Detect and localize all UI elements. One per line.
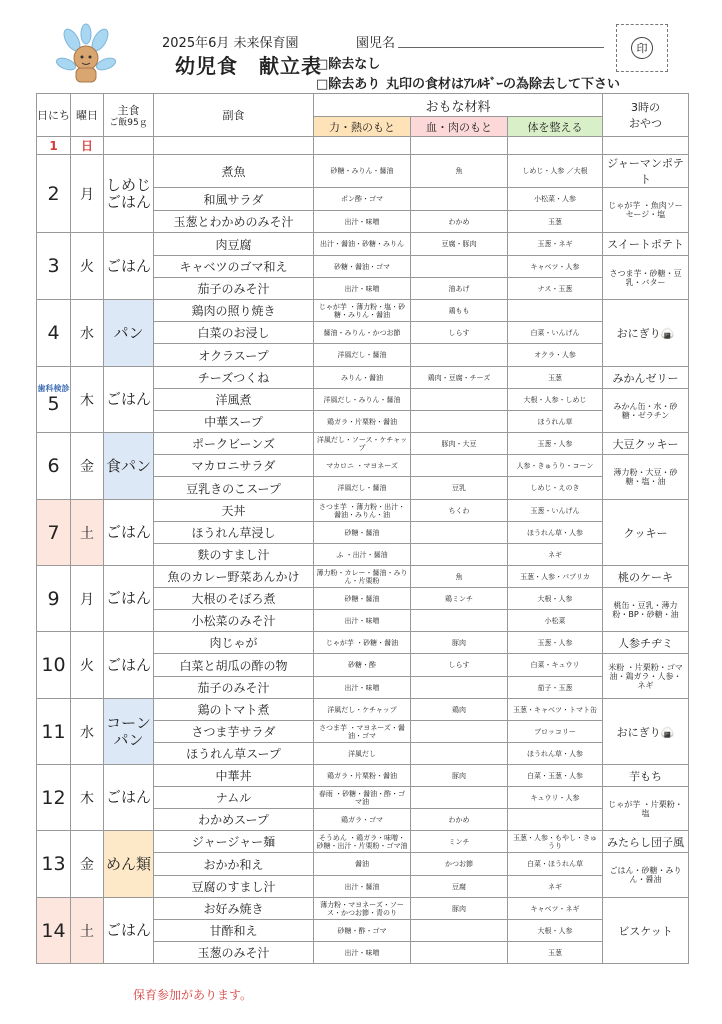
day-weekday: 土 — [71, 500, 104, 566]
ingredient-energy: 出汁・味噌 — [314, 677, 411, 699]
child-name-label: 園児名 — [356, 36, 396, 51]
col-header-body: 体を整える — [508, 117, 603, 137]
day-weekday: 木 — [71, 367, 104, 433]
ingredient-energy: 鶏ガラ・片栗粉・醤油 — [314, 411, 411, 433]
ingredient-energy: ポン酢・ゴマ — [314, 188, 411, 211]
child-name-line[interactable] — [398, 47, 604, 48]
ingredient-body: 大根・人参 — [508, 588, 603, 610]
ingredient-energy: 春雨 ・砂糖・醤油・酢・ゴマ油 — [314, 787, 411, 809]
option-no-removal[interactable]: □除去なし — [316, 57, 381, 72]
day-number: 12 — [41, 786, 66, 809]
ingredient-blood: 豚肉 — [411, 765, 508, 787]
dish-name: 和風サラダ — [154, 188, 314, 211]
snack-ingredients: じゃが芋 ・片栗粉・塩 — [603, 787, 689, 831]
ingredient-energy: ふ ・出汁・醤油 — [314, 544, 411, 566]
ingredient-body: 玉葱・ネギ — [508, 233, 603, 256]
dish-name: 天丼 — [154, 500, 314, 522]
ingredient-blood: ちくわ — [411, 500, 508, 522]
ingredient-energy: そうめん ・鶏ガラ・味噌・砂糖・出汁・片栗粉・ゴマ油 — [314, 831, 411, 853]
dish-name: ナムル — [154, 787, 314, 809]
ingredient-energy: みりん・醤油 — [314, 367, 411, 389]
ingredient-energy: 洋風だし・醤油 — [314, 477, 411, 500]
dish-name: 白菜と胡瓜の酢の物 — [154, 654, 314, 677]
staple-food: パン — [104, 300, 154, 367]
day-number: 10 — [41, 654, 66, 676]
ingredient-body: キャベツ・人参 — [508, 256, 603, 278]
ingredient-blood: ミンチ — [411, 831, 508, 853]
staple-food: しめじ ごはん — [104, 155, 154, 233]
staple-food: ごはん — [104, 898, 154, 964]
day-number-cell — [37, 898, 71, 964]
ingredient-blood — [411, 721, 508, 743]
ingredient-blood — [411, 389, 508, 411]
staple-food: ごはん — [104, 632, 154, 699]
ingredient-body: しめじ・えのき — [508, 477, 603, 500]
dish-row — [37, 500, 689, 522]
day-weekday: 火 — [71, 632, 104, 699]
ingredient-body: 小松菜・人参 — [508, 188, 603, 211]
snack-name: おにぎり🍙 — [603, 300, 689, 367]
ingredient-body: 玉葱・いんげん — [508, 500, 603, 522]
ingredient-body: キャベツ・ネギ — [508, 898, 603, 920]
ingredient-body: 大根・人参・しめじ — [508, 389, 603, 411]
dish-name: 魚のカレー野菜あんかけ — [154, 566, 314, 588]
ingredient-blood: 鶏ミンチ — [411, 588, 508, 610]
ingredient-body — [508, 809, 603, 831]
dish-name: チーズつくね — [154, 367, 314, 389]
ingredient-body: ナス・玉葱 — [508, 278, 603, 300]
day-weekday: 土 — [71, 898, 104, 964]
ingredient-energy: 出汁・醤油 — [314, 876, 411, 898]
day-row-1 — [37, 137, 689, 155]
dish-name: ほうれん草スープ — [154, 743, 314, 765]
ingredient-blood: 鶏肉 — [411, 699, 508, 721]
ingredient-energy: 洋風だし・ソース・ケチャップ — [314, 433, 411, 455]
dish-name: 麩のすまし汁 — [154, 544, 314, 566]
ingredient-blood — [411, 188, 508, 211]
ingredient-energy: 出汁・味噌 — [314, 211, 411, 233]
dish-name: 豆乳きのこスープ — [154, 477, 314, 500]
dish-row — [37, 632, 689, 654]
ingredient-energy: 出汁・醤油・砂糖・みりん — [314, 233, 411, 256]
dish-name: 中華スープ — [154, 411, 314, 433]
day-weekday: 月 — [71, 566, 104, 632]
day-weekday: 金 — [71, 433, 104, 500]
ingredient-body: 玉葱・人参 — [508, 433, 603, 455]
day-number-cell — [37, 367, 71, 433]
ingredient-energy: じゃが芋 ・砂糖・醤油 — [314, 632, 411, 654]
ingredient-energy: じゃが芋 ・薄力粉・塩・砂糖・みりん・醤油 — [314, 300, 411, 322]
dish-row — [37, 831, 689, 853]
ingredient-blood: かつお節 — [411, 853, 508, 876]
allergy-note: 丸印の食材はｱﾚﾙｷﾞｰの為除去して下さい — [386, 77, 621, 92]
staple-food: 食パン — [104, 433, 154, 500]
ingredient-energy: 出汁・味噌 — [314, 942, 411, 964]
ingredient-energy: 鶏ガラ・片栗粉・醤油 — [314, 765, 411, 787]
ingredient-body: 白菜・玉葱・人参 — [508, 765, 603, 787]
day-weekday: 火 — [71, 233, 104, 300]
day-number: 2 — [47, 182, 60, 205]
dish-name: 鶏肉の照り焼き — [154, 300, 314, 322]
snack-header-line2: おやつ — [629, 117, 663, 130]
day-number: 3 — [47, 255, 60, 277]
ingredient-body: ほうれん草・人参 — [508, 743, 603, 765]
ingredient-energy: 出汁・味噌 — [314, 610, 411, 632]
ingredient-energy: 醤油・みりん・かつお節 — [314, 322, 411, 344]
dish-name: オクラスープ — [154, 344, 314, 367]
dish-name: 鶏のトマト煮 — [154, 699, 314, 721]
dish-name: ポークビーンズ — [154, 433, 314, 455]
ingredient-body: 白菜・ほうれん草 — [508, 853, 603, 876]
ingredient-blood: 油あげ — [411, 278, 508, 300]
col-header-snack — [603, 94, 689, 137]
dish-row — [37, 699, 689, 721]
snack-name: スイートポテト — [603, 233, 689, 256]
dish-name: 大根のそぼろ煮 — [154, 588, 314, 610]
ingredient-blood — [411, 411, 508, 433]
ingredient-energy: 醤油 — [314, 853, 411, 876]
ingredient-body: ネギ — [508, 876, 603, 898]
ingredient-body: オクラ・人参 — [508, 344, 603, 367]
dish-name: 茄子のみそ汁 — [154, 278, 314, 300]
ingredient-blood: 豆乳 — [411, 477, 508, 500]
ingredient-body: 玉葱・人参 — [508, 632, 603, 654]
day-weekday: 水 — [71, 699, 104, 765]
day-number-cell — [37, 765, 71, 831]
ingredient-blood: 魚 — [411, 566, 508, 588]
day-weekday: 月 — [71, 155, 104, 233]
col-header-materials: おもな材料 — [314, 94, 603, 117]
ingredient-blood: わかめ — [411, 809, 508, 831]
ingredient-energy: 薄力粉・マヨネーズ・ソース・かつお節・青のり — [314, 898, 411, 920]
dish-name: 中華丼 — [154, 765, 314, 787]
ingredient-blood: しらす — [411, 654, 508, 677]
dish-name: 洋風煮 — [154, 389, 314, 411]
dish-row — [37, 566, 689, 588]
snack-ingredients: みかん缶・水・砂糖・ゼラチン — [603, 389, 689, 433]
ingredient-body: 玉葱 — [508, 367, 603, 389]
snack-name: 桃のケーキ — [603, 566, 689, 588]
ingredient-blood — [411, 455, 508, 477]
ingredient-energy: 洋風だし・ケチャップ — [314, 699, 411, 721]
ingredient-body: ネギ — [508, 544, 603, 566]
col-header-energy: 力・熱のもと — [314, 117, 411, 137]
staple-food: ごはん — [104, 566, 154, 632]
page-title: 幼児食 献立表 — [175, 54, 322, 78]
day-number: 9 — [47, 587, 60, 610]
day-number: 4 — [47, 322, 60, 344]
mascot-illustration — [56, 22, 116, 86]
dish-name: おかか和え — [154, 853, 314, 876]
day-weekday: 木 — [71, 765, 104, 831]
dish-row — [37, 155, 689, 188]
dish-name: 茄子のみそ汁 — [154, 677, 314, 699]
dish-row — [37, 233, 689, 256]
dish-name: ジャージャー麺 — [154, 831, 314, 853]
ingredient-energy: 砂糖・酢・ゴマ — [314, 920, 411, 942]
ingredient-body: ほうれん草・人参 — [508, 522, 603, 544]
ingredient-blood — [411, 522, 508, 544]
snack-name: 大豆クッキー — [603, 433, 689, 455]
footer-note: 保育参加があります。 — [133, 988, 253, 1002]
snack-name: クッキー — [603, 500, 689, 566]
day-number-cell — [37, 155, 71, 233]
ingredient-body — [508, 300, 603, 322]
menu-table — [36, 93, 689, 964]
ingredient-blood: 鶏肉・豆腐・チーズ — [411, 367, 508, 389]
ingredient-body: しめじ・人参 ／大根 — [508, 155, 603, 188]
staple-header-label: 主食 — [117, 104, 140, 117]
day-number-cell — [37, 699, 71, 765]
day-number: 14 — [41, 919, 66, 942]
dish-row — [37, 765, 689, 787]
ingredient-energy: 砂糖・醤油 — [314, 588, 411, 610]
ingredient-body: 白菜・いんげん — [508, 322, 603, 344]
day-number-cell — [37, 433, 71, 500]
ingredient-body: 玉葱・人参・パプリカ — [508, 566, 603, 588]
ingredient-blood: しらす — [411, 322, 508, 344]
snack-name: みかんゼリー — [603, 367, 689, 389]
col-header-blood: 血・肉のもと — [411, 117, 508, 137]
ingredient-blood: 豆腐・豚肉 — [411, 233, 508, 256]
dish-row — [37, 433, 689, 455]
header-date-school: 2025年6月 未来保育園 — [162, 36, 299, 51]
snack-ingredients: さつま芋・砂糖・豆乳・バター — [603, 256, 689, 300]
staple-food: ごはん — [104, 367, 154, 433]
ingredient-body: 小松菜 — [508, 610, 603, 632]
event-tag: 歯科検診 — [37, 383, 70, 393]
snack-name: ビスケット — [603, 898, 689, 964]
ingredient-body: 玉葱・人参・もやし・きゅうり — [508, 831, 603, 853]
ingredient-blood — [411, 256, 508, 278]
snack-ingredients: 薄力粉・大豆・砂糖・塩・油 — [603, 455, 689, 500]
dish-name: 豆腐のすまし汁 — [154, 876, 314, 898]
dish-name: さつま芋サラダ — [154, 721, 314, 743]
ingredient-blood — [411, 677, 508, 699]
ingredient-energy: 砂糖・みりん・醤油 — [314, 155, 411, 188]
col-header-side: 副食 — [154, 94, 314, 137]
day-weekday: 金 — [71, 831, 104, 898]
ingredient-energy: さつま芋 ・マヨネーズ・醤油・ゴマ — [314, 721, 411, 743]
dish-name: キャベツのゴマ和え — [154, 256, 314, 278]
ingredient-energy: 洋風だし・醤油 — [314, 344, 411, 367]
day-number-cell — [37, 500, 71, 566]
dish-row — [37, 300, 689, 322]
ingredient-energy: 砂糖・酢 — [314, 654, 411, 677]
ingredient-energy: 出汁・味噌 — [314, 278, 411, 300]
day-number: 1 — [37, 137, 71, 155]
ingredient-body: 茄子・玉葱 — [508, 677, 603, 699]
col-header-day: 日にち — [37, 94, 71, 137]
staple-food: コーン パン — [104, 699, 154, 765]
day-number-cell — [37, 233, 71, 300]
dish-name: 白菜のお浸し — [154, 322, 314, 344]
ingredient-blood — [411, 544, 508, 566]
ingredient-body: 玉葱・キャベツ・トマト缶 — [508, 699, 603, 721]
dish-name: 肉豆腐 — [154, 233, 314, 256]
ingredient-blood — [411, 787, 508, 809]
ingredient-body: 玉葱 — [508, 211, 603, 233]
ingredient-blood: 鶏もも — [411, 300, 508, 322]
staple-food: めん類 — [104, 831, 154, 898]
day-number: 7 — [47, 521, 60, 544]
option-with-removal[interactable]: □除去あり — [316, 77, 381, 92]
dish-name: ほうれん草浸し — [154, 522, 314, 544]
ingredient-blood — [411, 920, 508, 942]
ingredient-energy: 薄力粉・カレー・醤油・みりん・片栗粉 — [314, 566, 411, 588]
dish-row — [37, 367, 689, 389]
snack-ingredients: 桃缶・豆乳・薄力粉・BP・砂糖・油 — [603, 588, 689, 632]
ingredient-body: 大根・人参 — [508, 920, 603, 942]
stamp-box[interactable] — [616, 24, 668, 72]
ingredient-blood — [411, 344, 508, 367]
ingredient-body: 人参・きゅうり・コーン — [508, 455, 603, 477]
ingredient-energy: 砂糖・醤油・ゴマ — [314, 256, 411, 278]
dish-name: 玉葱のみそ汁 — [154, 942, 314, 964]
snack-name: 人参チヂミ — [603, 632, 689, 654]
staple-header-sub: ご飯95ｇ — [109, 118, 148, 128]
day-number-cell — [37, 300, 71, 367]
ingredient-blood: 豚肉 — [411, 898, 508, 920]
ingredient-blood: 豚肉・大豆 — [411, 433, 508, 455]
ingredient-blood: 豆腐 — [411, 876, 508, 898]
dish-row — [37, 898, 689, 920]
ingredient-blood — [411, 610, 508, 632]
ingredient-energy: 洋風だし・みりん・醤油 — [314, 389, 411, 411]
dish-name: 肉じゃが — [154, 632, 314, 654]
ingredient-energy: マカロニ ・マヨネーズ — [314, 455, 411, 477]
ingredient-body: 白菜・キュウリ — [508, 654, 603, 677]
col-header-weekday: 曜日 — [71, 94, 104, 137]
dish-name: お好み焼き — [154, 898, 314, 920]
snack-header-line1: 3時の — [631, 101, 661, 114]
ingredient-body: ほうれん草 — [508, 411, 603, 433]
ingredient-body: ブロッコリー — [508, 721, 603, 743]
ingredient-blood — [411, 743, 508, 765]
ingredient-body: キュウリ・人参 — [508, 787, 603, 809]
day-number-cell — [37, 831, 71, 898]
ingredient-blood: わかめ — [411, 211, 508, 233]
staple-food: ごはん — [104, 233, 154, 300]
day-weekday: 水 — [71, 300, 104, 367]
snack-name: ジャーマンポテト — [603, 155, 689, 188]
col-header-staple — [104, 94, 154, 137]
day-number: 6 — [47, 455, 60, 477]
ingredient-energy: 鶏ガラ・ゴマ — [314, 809, 411, 831]
dish-name: 玉葱とわかめのみそ汁 — [154, 211, 314, 233]
dish-name: マカロニサラダ — [154, 455, 314, 477]
day-number: 11 — [41, 720, 66, 743]
snack-ingredients: じゃが芋 ・魚肉ソーセージ・塩 — [603, 188, 689, 233]
staple-food: ごはん — [104, 765, 154, 831]
day-weekday: 日 — [71, 137, 104, 155]
day-number-cell — [37, 566, 71, 632]
stamp-mark: 印 — [631, 37, 653, 59]
snack-name: みたらし団子風 — [603, 831, 689, 853]
day-number: 13 — [41, 853, 66, 875]
ingredient-blood: 豚肉 — [411, 632, 508, 654]
dish-name: 甘酢和え — [154, 920, 314, 942]
snack-name: 芋もち — [603, 765, 689, 787]
ingredient-blood — [411, 942, 508, 964]
staple-food: ごはん — [104, 500, 154, 566]
ingredient-blood: 魚 — [411, 155, 508, 188]
ingredient-body: 玉葱 — [508, 942, 603, 964]
snack-ingredients: 米粉 ・片栗粉・ゴマ油・鶏ガラ・人参・ネギ — [603, 654, 689, 699]
ingredient-energy: さつま芋 ・薄力粉・出汁・醤油・みりん・油 — [314, 500, 411, 522]
menu-body — [37, 137, 689, 964]
snack-ingredients: ごはん・砂糖・みりん・醤油 — [603, 853, 689, 898]
day-number-cell — [37, 632, 71, 699]
dish-name: 煮魚 — [154, 155, 314, 188]
ingredient-energy: 洋風だし — [314, 743, 411, 765]
dish-name: わかめスープ — [154, 809, 314, 831]
ingredient-energy: 砂糖・醤油 — [314, 522, 411, 544]
snack-name: おにぎり🍙 — [603, 699, 689, 765]
day-number: 5 — [47, 392, 60, 415]
dish-name: 小松菜のみそ汁 — [154, 610, 314, 632]
